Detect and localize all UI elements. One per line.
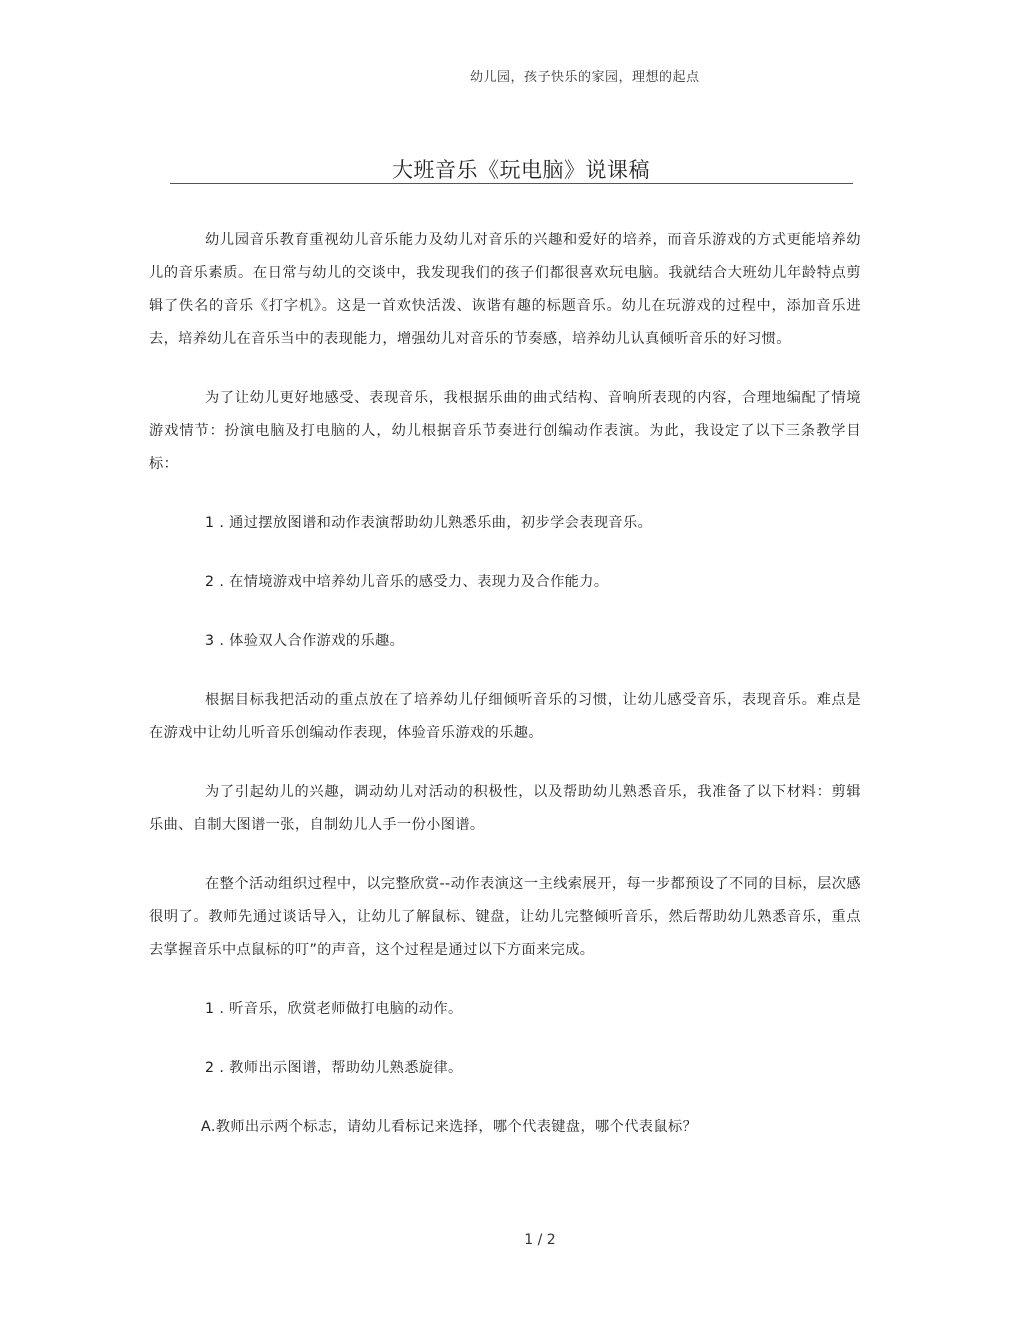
title-underline bbox=[170, 152, 853, 184]
paragraph-focus: 根据目标我把活动的重点放在了培养幼儿仔细倾听音乐的习惯，让幼儿感受音乐，表现音乐。难点是在游戏中让幼儿听音乐创编动作表现，体验音乐游戏的乐趣。 bbox=[149, 692, 861, 741]
step-item-1: 1 . 听音乐，欣赏老师做打电脑的动作。 bbox=[205, 1001, 463, 1017]
paragraph-process: 在整个活动组织过程中，以完整欣赏--动作表演这一主线索展开，每一步都预设了不同的目标，层次感很明了。教师先通过谈话导入，让幼儿了解鼠标、键盘，让幼儿完整倾听音乐，然后帮助幼儿熟悉音乐，重点去掌握音乐中点鼠标的叮”的声音，这个过程是通过以下方面来完成。 bbox=[149, 876, 861, 958]
document-body bbox=[149, 224, 861, 1170]
paragraph-goals-intro: 为了让幼儿更好地感受、表现音乐，我根据乐曲的曲式结构、音响所表现的内容，合理地编配了情境游戏情节：扮演电脑及打电脑的人，幼儿根据音乐节奏进行创编动作表演。为此，我设定了以下三条教学目标： bbox=[149, 390, 861, 472]
sub-step-a: A.教师出示两个标志，请幼儿看标记来选择，哪个代表键盘，哪个代表鼠标？ bbox=[201, 1119, 698, 1135]
paragraph-materials: 为了引起幼儿的兴趣，调动幼儿对活动的积极性，以及帮助幼儿熟悉音乐，我准备了以下材料：剪辑乐曲、自制大图谱一张，自制幼儿人手一份小图谱。 bbox=[149, 784, 861, 833]
page-header: 幼儿园，孩子快乐的家园，理想的起点 bbox=[470, 70, 700, 85]
goal-item-2: 2 . 在情境游戏中培养幼儿音乐的感受力、表现力及合作能力。 bbox=[205, 574, 609, 590]
goal-item-3: 3 . 体验双人合作游戏的乐趣。 bbox=[205, 633, 405, 649]
page-number: 1 / 2 bbox=[524, 1232, 556, 1248]
goal-item-1: 1 . 通过摆放图谱和动作表演帮助幼儿熟悉乐曲，初步学会表现音乐。 bbox=[205, 515, 653, 531]
step-item-2: 2 . 教师出示图谱，帮助幼儿熟悉旋律。 bbox=[205, 1060, 463, 1076]
document-title: 大班音乐《玩电脑》说课稿 bbox=[392, 158, 650, 182]
paragraph-intro: 幼儿园音乐教育重视幼儿音乐能力及幼儿对音乐的兴趣和爱好的培养，而音乐游戏的方式更能培养幼儿的音乐素质。在日常与幼儿的交谈中，我发现我们的孩子们都很喜欢玩电脑。我就结合大班幼儿年龄特点剪辑了佚名的音乐《打字机》。这是一首欢快活泼、诙谐有趣的标题音乐。幼儿在玩游戏的过程中，添加音乐进去，培养幼儿在音乐当中的表现能力，增强幼儿对音乐的节奏感，培养幼儿认真倾听音乐的好习惯。 bbox=[149, 232, 861, 347]
